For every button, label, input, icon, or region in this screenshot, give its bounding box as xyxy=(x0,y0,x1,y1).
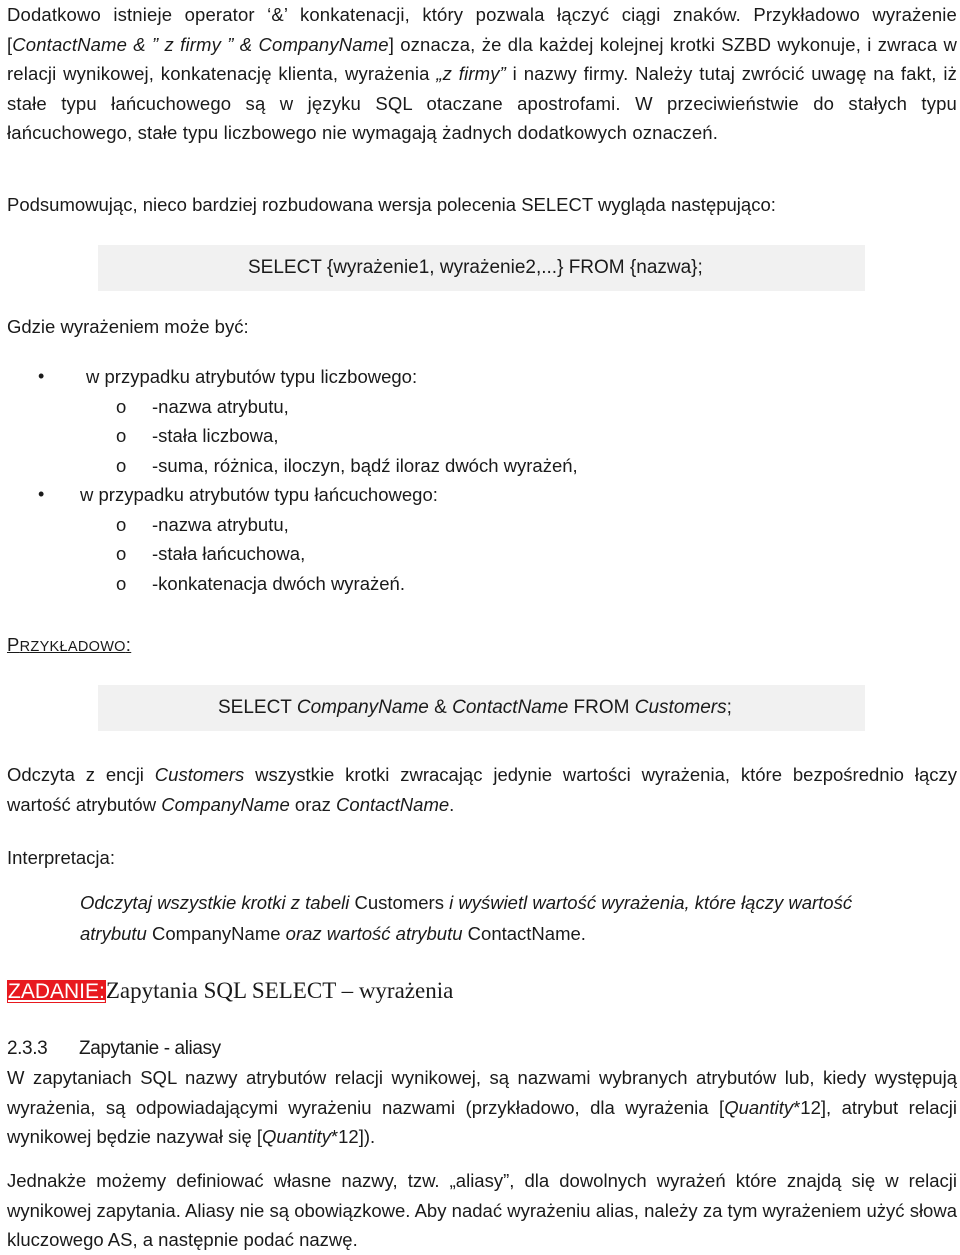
code-keyword: SELECT xyxy=(218,697,297,718)
aliases-attribute: Quantity xyxy=(262,1126,331,1147)
example-code-box xyxy=(98,685,865,731)
section-heading xyxy=(7,1034,221,1063)
sub-item: -suma, różnica, iloczyn, bądź iloraz dwóch wyrażeń, xyxy=(152,454,578,476)
sub-bullet-icon: o xyxy=(116,572,127,594)
intro-expression: ContactName & ” z firmy ” & CompanyName xyxy=(12,33,389,55)
code-operator: & xyxy=(428,697,453,718)
section-number: 2.3.3 xyxy=(7,1038,48,1059)
task-label: ZADANIE: xyxy=(8,980,105,1003)
sub-bullet-icon: o xyxy=(116,513,127,535)
list-item xyxy=(0,480,960,510)
syntax-code-box xyxy=(98,245,865,291)
list-item xyxy=(0,421,960,451)
interp-end: . xyxy=(580,923,586,944)
sub-bullet-icon: o xyxy=(116,543,127,564)
example-heading xyxy=(7,630,131,663)
sub-item: -nazwa atrybutu, xyxy=(152,513,289,535)
task-heading xyxy=(7,974,453,1009)
aliases-text: W zapytaniach SQL nazwy atrybutów relacji wynikowej, są nazwami wybranych atrybutów lub, kiedy występują wyrażenia, są odpowiadającymi wyrażeniu nazwami (przykładowo, dla wyrażenia [ xyxy=(7,1067,957,1118)
bullet-icon: • xyxy=(38,366,45,386)
interp-italic: oraz wartość atrybutu xyxy=(280,923,468,944)
reads-paragraph xyxy=(7,760,957,819)
string-header: w przypadku atrybutów typu łańcuchowego: xyxy=(80,484,438,505)
aliases-text: *12], atrybut relacji wynikowej będzie nazywał się [ xyxy=(7,1096,957,1147)
interp-attribute: ContactName xyxy=(467,923,581,944)
aliases-text: *12]). xyxy=(330,1126,376,1147)
example-heading-rest: RZYKŁADOWO xyxy=(19,639,126,655)
reads-text: oraz xyxy=(289,793,337,815)
list-item xyxy=(0,569,960,599)
bullet-icon: • xyxy=(38,484,45,504)
interp-italic: i wyświetl wartość wyrażenia, które łączy wartość atrybutu xyxy=(80,892,853,944)
list-item xyxy=(0,510,960,540)
numeric-header: w przypadku atrybutów typu liczbowego: xyxy=(86,366,418,387)
list-item xyxy=(0,392,960,422)
sub-item: -nazwa atrybutu, xyxy=(152,395,289,417)
intro-text-2: ] oznacza, że dla każdej kolejnej krotki SZBD wykonuje, i zwraca w relacji wynikowej, konkatenację klienta, wyrażenia xyxy=(7,33,958,84)
reads-text: . xyxy=(449,793,455,815)
syntax-code: SELECT {wyrażenie1, wyrażenie2,...} FROM {nazwa}; xyxy=(248,257,703,278)
aliases-attribute: Quantity xyxy=(724,1096,794,1118)
aliases-paragraph-2: Jednakże możemy definiować własne nazwy, tzw. „aliasy”, dla dowolnych wyrażeń które znajdą się w relacji wynikowej zapytania. Aliasy nie są obowiązkowe. Aby nadać wyrażeniu alias, należy za tym wyrażeniem użyć słowa kluczowego AS, a następnie podać nazwę. xyxy=(7,1170,957,1250)
code-attribute: CompanyName xyxy=(296,697,429,718)
example-heading-initial: P xyxy=(7,634,20,655)
list-item xyxy=(0,539,960,569)
interp-table: Customers xyxy=(354,892,444,913)
reads-entity: Customers xyxy=(154,764,245,785)
sub-item: -stała łańcuchowa, xyxy=(152,543,306,564)
list-item xyxy=(0,362,960,392)
where-label: Gdzie wyrażeniem może być: xyxy=(7,316,249,337)
intro-text-3: i nazwy firmy. Należy tutaj zwrócić uwagę na fakt, iż stałe typu łańcuchowego są w języku SQL otaczane apostrofami. W przeciwieństwie do stałych typu łańcuchowego, stałe typu liczbowego nie wymagają żadnych dodatkowych oznaczeń. xyxy=(7,63,957,143)
code-attribute: ContactName xyxy=(452,697,569,718)
example-code xyxy=(218,685,732,731)
reads-text: wszystkie krotki zwracając jedynie wartości wyrażenia, które bezpośrednio łączy wartość atrybutów xyxy=(7,764,957,815)
reads-attribute: CompanyName xyxy=(161,793,290,815)
example-heading-colon: : xyxy=(125,634,132,655)
interpretation-text xyxy=(80,887,880,949)
intro-paragraph xyxy=(7,0,957,148)
sub-bullet-icon: o xyxy=(116,425,127,446)
intro-quoted-phrase: „z firmy” xyxy=(436,63,506,84)
interp-attribute: CompanyName xyxy=(152,923,281,944)
sub-item: -konkatenacja dwóch wyrażeń. xyxy=(152,572,405,594)
code-table: Customers xyxy=(634,697,727,718)
reads-attribute: ContactName xyxy=(336,793,450,815)
code-terminator: ; xyxy=(726,697,732,718)
summary-paragraph: Podsumowując, nieco bardziej rozbudowana wersja polecenia SELECT wygląda następująco: xyxy=(7,194,776,215)
task-title: Zapytania SQL SELECT – wyrażenia xyxy=(105,978,454,1003)
list-item xyxy=(0,451,960,481)
section-title: Zapytanie - aliasy xyxy=(79,1038,221,1059)
intro-text-1: Dodatkowo istnieje operator ‘&’ konkatenacji, który pozwala łączyć ciągi znaków. Przykładowo wyrażenie [ xyxy=(7,4,957,55)
sub-item: -stała liczbowa, xyxy=(152,425,279,446)
interpretation-label: Interpretacja: xyxy=(7,847,115,868)
interp-italic: Odczytaj wszystkie krotki z tabeli xyxy=(80,892,355,913)
sub-bullet-icon: o xyxy=(116,395,127,417)
aliases-paragraph-1 xyxy=(7,1063,957,1152)
code-keyword: FROM xyxy=(568,697,635,718)
sub-bullet-icon: o xyxy=(116,454,127,476)
expression-list xyxy=(0,362,960,598)
reads-text: Odczyta z encji xyxy=(7,764,155,785)
